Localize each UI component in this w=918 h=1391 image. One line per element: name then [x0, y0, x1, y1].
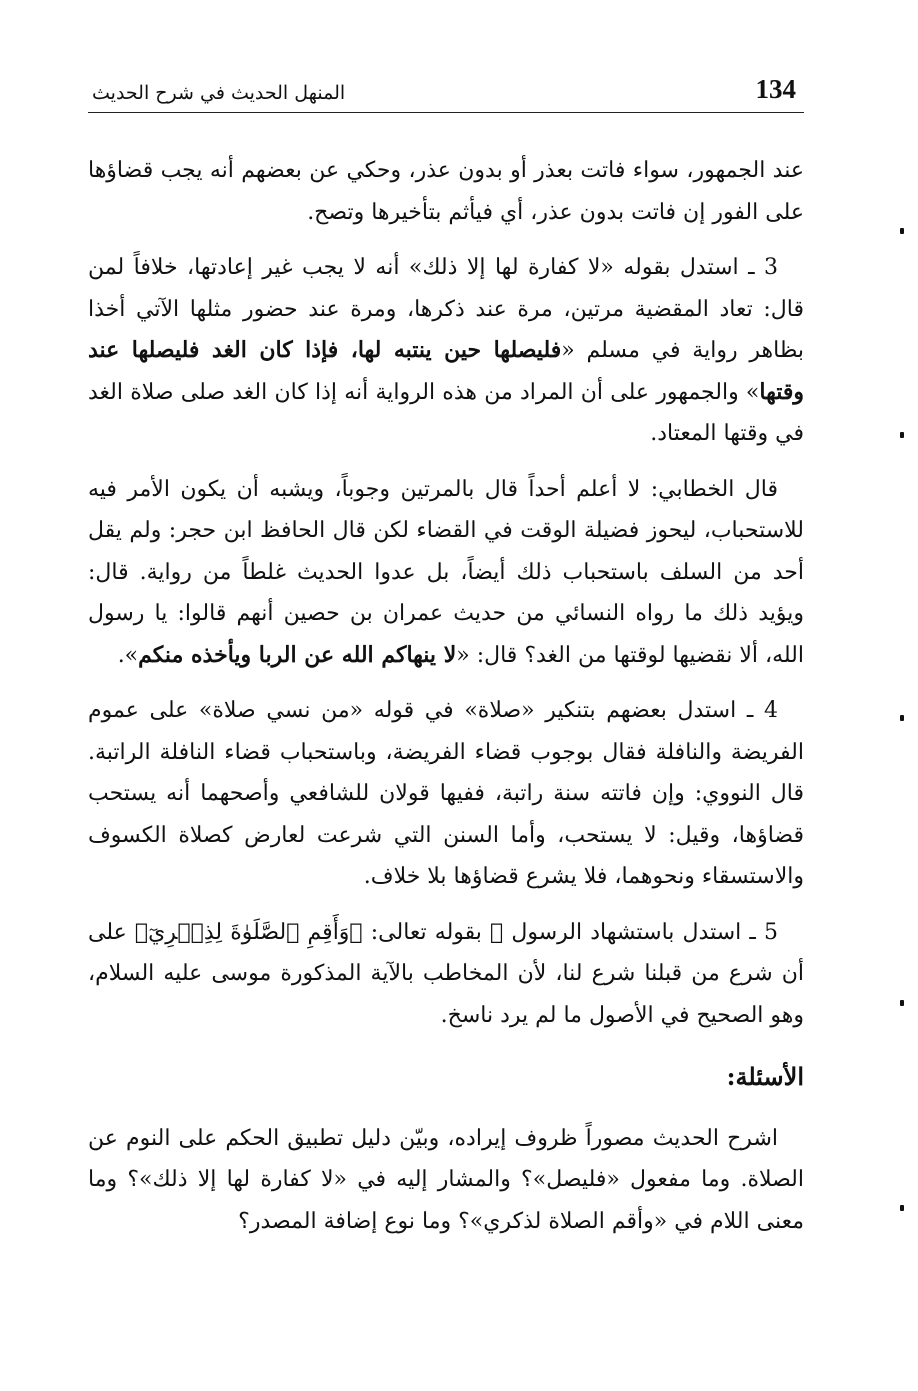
paragraph-2-bold-quote: فليصلها حين ينتبه لها، فإذا كان الغد فليصلها عند وقتها [88, 337, 804, 405]
questions-paragraph [88, 1118, 804, 1243]
margin-mark [900, 1000, 904, 1006]
paragraph-3-bold-quote: لا ينهاكم الله عن الربا ويأخذه منكم [138, 641, 457, 668]
page-header [88, 72, 804, 113]
margin-mark [900, 228, 904, 234]
margin-mark [900, 715, 904, 721]
margin-mark [900, 432, 904, 438]
margin-mark [900, 1205, 904, 1211]
paragraph-2 [88, 247, 804, 455]
body-text [88, 150, 804, 1256]
paragraph-5-text: 5 ـ استدل باستشهاد الرسول ﷺ بقوله تعالى: ﴿وَأَقِمِ ٱلصَّلَوٰةَ لِذِكۡرِيٓ﴾ على أن شرع من قبلنا شرع لنا، لأن المخاطب بالآية المذكورة موسى عليه السلام، وهو الصحيح في الأصول ما لم يرد ناسخ. [88, 919, 804, 1028]
paragraph-1-text: عند الجمهور، سواء فاتت بعذر أو بدون عذر، وحكي عن بعضهم أنه يجب قضاؤها على الفور إن فاتت بدون عذر، أي فيأثم بتأخيرها وتصح. [88, 158, 804, 225]
paragraph-3-text-a: قال الخطابي: لا أعلم أحداً قال بالمرتين وجوباً، ويشبه أن يكون الأمر فيه للاستحباب، ليحوز فضيلة الوقت في القضاء لكن قال الحافظ ابن حجر: ولم يقل أحد من السلف باستحباب ذلك أيضاً، بل عدوا الحديث غلطاً من رواية. قال: ويؤيد ذلك ما رواه النسائي من حديث عمران بن حصين أنهم قالوا: يا رسول الله، ألا نقضيها لوقتها من الغد؟ قال: « [88, 476, 804, 668]
paragraph-3 [88, 469, 804, 677]
paragraph-3-text-b: ». [117, 642, 139, 668]
paragraph-4-text: 4 ـ استدل بعضهم بتنكير «صلاة» في قوله «من نسي صلاة» على عموم الفريضة والنافلة فقال بوجوب قضاء الفريضة، وباستحباب قضاء النافلة الراتبة. قال النووي: وإن فاتته سنة راتبة، ففيها قولان للشافعي وأصحهما أنه يستحب قضاؤها، وقيل: لا يستحب، وأما السنن التي شرعت لعارض كصلاة الكسوف والاستسقاء ونحوهما، فلا يشرع قضاؤها بلا خلاف. [88, 698, 805, 889]
paragraph-1 [88, 150, 804, 233]
paragraph-2-text-b: » والجمهور على أن المراد من هذه الرواية أنه إذا كان الغد صلى صلاة الغد في وقتها المعتاد. [88, 379, 804, 446]
questions-heading: الأسئلة: [726, 1062, 804, 1091]
paragraph-5 [88, 912, 804, 1037]
paragraph-4 [88, 690, 804, 898]
page-number: 134 [755, 74, 796, 104]
running-title: المنهل الحديث في شرح الحديث [92, 82, 346, 104]
questions-paragraph-text: اشرح الحديث مصوراً ظروف إيراده، وبيّن دليل تطبيق الحكم على النوم عن الصلاة. وما مفعول «فليصل»؟ والمشار إليه في «لا كفارة لها إلا ذلك»؟ وما معنى اللام في «وأقم الصلاة لذكري»؟ وما نوع إضافة المصدر؟ [88, 1125, 804, 1234]
paragraph-2-text-a: 3 ـ استدل بقوله «لا كفارة لها إلا ذلك» أنه لا يجب غير إعادتها، خلافاً لمن قال: تعاد المقضية مرتين، مرة عند ذكرها، ومرة عند حضور مثلها الآتي أخذا بظاهر رواية في مسلم « [88, 255, 804, 363]
